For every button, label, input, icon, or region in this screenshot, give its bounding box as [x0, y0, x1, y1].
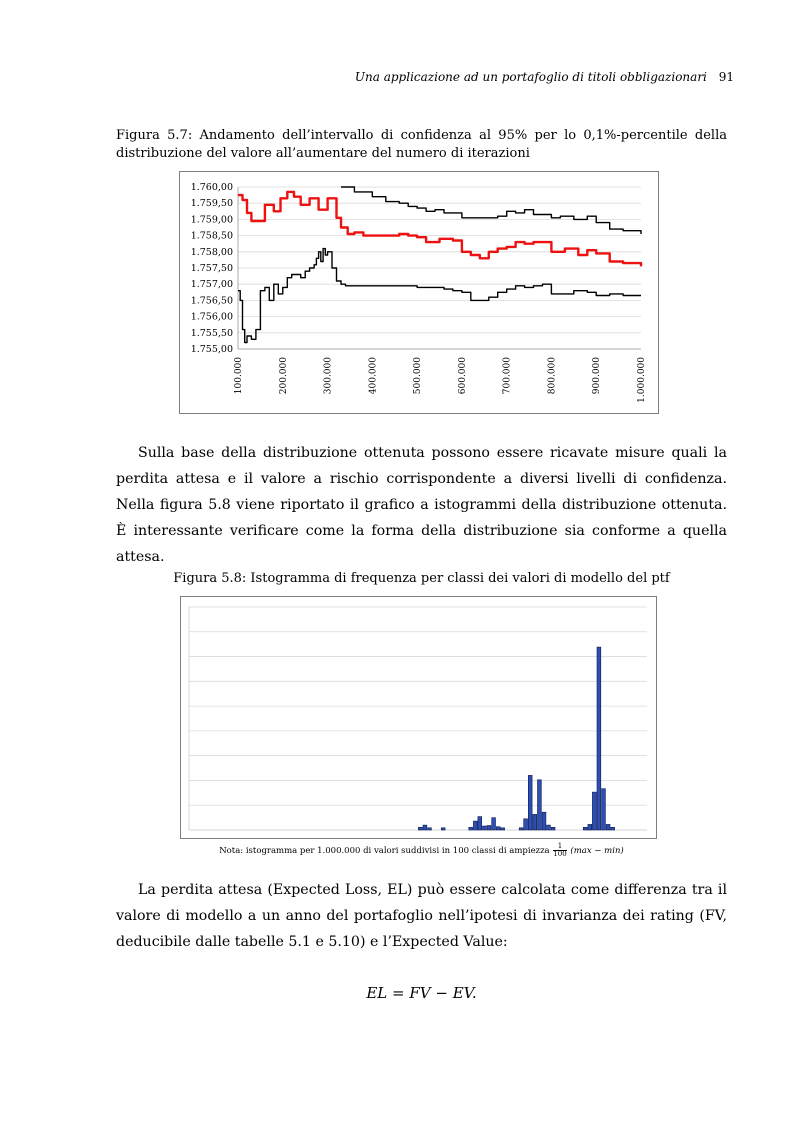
note-fraction	[553, 843, 566, 858]
figure-5-8-caption: Figura 5.8: Istogramma di frequenza per classi dei valori di modello del ptf	[173, 571, 670, 586]
note-fraction-denominator: 100	[553, 850, 567, 858]
hist-bar	[606, 824, 610, 830]
y-tick-label: 1.759,50	[190, 198, 233, 210]
hist-bar	[533, 814, 537, 830]
x-tick-label: 800.000	[547, 357, 558, 395]
paragraph-1	[116, 440, 727, 570]
series-lower-bound	[238, 249, 641, 343]
hist-bar	[473, 821, 477, 830]
paragraph-2-text: La perdita attesa (Expected Loss, EL) può essere calcolata come differenza tra il valore di modello a un anno del portafoglio nell’ipotesi di invarianza dei rating (FV, deducibile dalle tabelle 5.1 e 5.10) e l’Expected Value:	[116, 882, 727, 950]
note-fraction-numerator: 1	[553, 843, 566, 851]
page-number: 91	[718, 70, 734, 84]
hist-bar	[492, 818, 496, 830]
x-tick-label: 100.000	[234, 357, 244, 395]
hist-bar	[428, 828, 432, 830]
y-tick-label: 1.756,50	[190, 295, 233, 307]
hist-bar	[496, 827, 500, 830]
y-tick-label: 1.757,00	[190, 279, 233, 291]
y-tick-label: 1.755,50	[190, 327, 233, 339]
hist-bar	[538, 780, 542, 830]
running-head	[355, 70, 734, 84]
histogram-chart	[181, 597, 656, 838]
series-upper-bound	[341, 187, 641, 234]
x-tick-label: 600.000	[457, 357, 468, 395]
hist-bar	[611, 827, 615, 830]
hist-bar	[469, 827, 473, 830]
hist-bar	[528, 775, 532, 830]
x-tick-label: 300.000	[323, 357, 334, 395]
hist-bar	[501, 828, 505, 830]
x-tick-label: 900.000	[592, 357, 603, 395]
hist-bar	[524, 819, 528, 830]
hist-bar	[551, 827, 555, 830]
y-tick-label: 1.757,50	[190, 263, 233, 274]
hist-bar	[519, 828, 523, 830]
y-tick-label: 1.758,00	[190, 246, 233, 258]
figure-5-7-caption	[116, 127, 727, 163]
hist-bar	[487, 826, 491, 831]
hist-bar	[547, 825, 551, 830]
x-tick-label: 1.000.000	[637, 357, 647, 403]
equation: EL = FV − EV.	[366, 984, 477, 1002]
line-chart-frame	[179, 171, 659, 414]
hist-bar	[478, 817, 482, 830]
paragraph-2	[116, 877, 727, 955]
hist-bar	[592, 792, 596, 830]
histogram-note	[116, 843, 727, 858]
x-tick-label: 400.000	[368, 357, 379, 395]
hist-bar	[583, 827, 587, 830]
hist-bar	[418, 827, 422, 830]
histogram-frame	[180, 596, 657, 839]
hist-bar	[602, 789, 606, 830]
y-tick-label: 1.759,00	[190, 214, 233, 226]
hist-bar	[441, 828, 445, 830]
x-tick-label: 200.000	[278, 357, 289, 395]
histogram-note-text: Nota: istogramma per 1.000.000 di valori suddivisi in 100 classi di ampiezza	[219, 846, 550, 856]
paragraph-1-text: Sulla base della distribuzione ottenuta possono essere ricavate misure quali la perdita attesa e il valore a rischio corrispondente a diversi livelli di confidenza. Nella figura 5.8 viene riportato il grafico a istogrammi della distribuzione ottenuta. È interessante verificare come la forma della distribuzione sia conforme a quella attesa.	[116, 445, 727, 565]
x-tick-label: 700.000	[502, 357, 513, 395]
y-tick-label: 1.760,00	[190, 182, 233, 193]
y-tick-label: 1.756,00	[190, 311, 233, 323]
y-tick-label: 1.758,50	[190, 230, 233, 242]
hist-bar	[542, 812, 546, 830]
line-chart	[180, 172, 658, 413]
note-formula: (max − min)	[570, 846, 624, 856]
hist-bar	[483, 826, 487, 830]
figure-5-7-caption-text: Andamento dell’intervallo di confidenza al 95% per lo 0,1%-percentile della distribuzione del valore all’aumentare del numero di iterazioni	[116, 128, 727, 161]
hist-bar	[423, 825, 427, 830]
running-title: Una applicazione ad un portafoglio di titoli obbligazionari	[354, 70, 707, 84]
figure-5-7-label: Figura 5.7:	[116, 128, 193, 143]
x-tick-label: 500.000	[413, 357, 424, 395]
hist-bar	[588, 824, 592, 830]
y-tick-label: 1.755,00	[190, 344, 233, 355]
hist-bar	[597, 647, 601, 830]
